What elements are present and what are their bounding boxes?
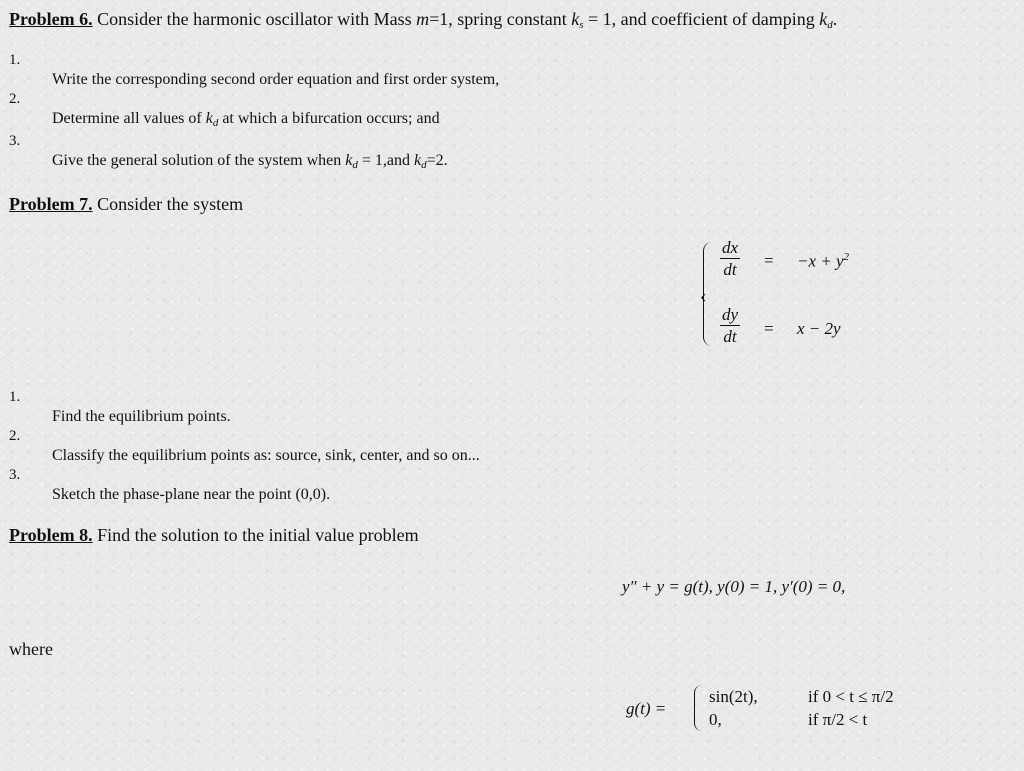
problem-7-label: Problem 7.	[9, 194, 93, 214]
piecewise-condition-1: if 0 < t ≤ π/2	[808, 687, 894, 706]
piecewise-brace	[694, 685, 702, 731]
piecewise-condition-2: if π/2 < t	[808, 710, 868, 729]
problem-8-label: Problem 8.	[9, 525, 93, 545]
equation-dy-dt	[720, 305, 740, 348]
problem-7-heading: Problem 7. Consider the system	[9, 194, 244, 214]
equation-2-rhs: x − 2y	[797, 319, 841, 338]
fraction-dx-dt: $\frac{dx}{dt}$	[722, 238, 739, 279]
problem-7-item-2: Classify the equilibrium points as: source, sink, center, and so on...	[52, 447, 480, 464]
list-number: 1.	[9, 52, 21, 68]
problem-6-label: Problem 6.	[9, 9, 93, 29]
brace-tip: ‹	[700, 285, 707, 307]
list-number: 2.	[9, 428, 21, 444]
piecewise-case-2: 0,	[709, 710, 722, 729]
problem-7-item-3: Sketch the phase-plane near the point (0,0).	[52, 486, 331, 503]
problem-6-item-3: Give the general solution of the system when $k_d = 1,and$ $k_d=2$.	[52, 152, 448, 171]
where-label: where	[9, 639, 53, 659]
problem-6-item-1: Write the corresponding second order equation and first order system,	[52, 71, 500, 88]
problem-7-item-1: Find the equilibrium points.	[52, 408, 231, 425]
initial-value-problem: y″ + y = g(t), y(0) = 1, y′(0) = 0,	[622, 577, 846, 596]
problem-6-heading: Problem 6. Consider the harmonic oscillator with Mass m=1, spring constant $k_s = 1$, and coefficient of damping $k_d$.	[9, 9, 838, 31]
problem-8-heading: Problem 8. Find the solution to the initial value problem	[9, 525, 419, 545]
g-lhs: g(t) =	[626, 699, 667, 718]
equation-1-rhs: $-x + y^2$	[797, 251, 850, 271]
list-number: 2.	[9, 91, 21, 107]
fraction-dy-dt: $\frac{dy}{dt}$	[722, 305, 739, 346]
equation-dx-dt	[720, 238, 740, 281]
list-number: 1.	[9, 389, 21, 405]
equals-sign: =	[764, 251, 774, 270]
list-number: 3.	[9, 467, 21, 483]
equals-sign: =	[764, 319, 774, 338]
list-number: 3.	[9, 133, 21, 149]
piecewise-case-1: sin(2t),	[709, 687, 758, 706]
problem-6-item-2: Determine all values of $k_d$ at which a bifurcation occurs; and	[52, 110, 440, 129]
